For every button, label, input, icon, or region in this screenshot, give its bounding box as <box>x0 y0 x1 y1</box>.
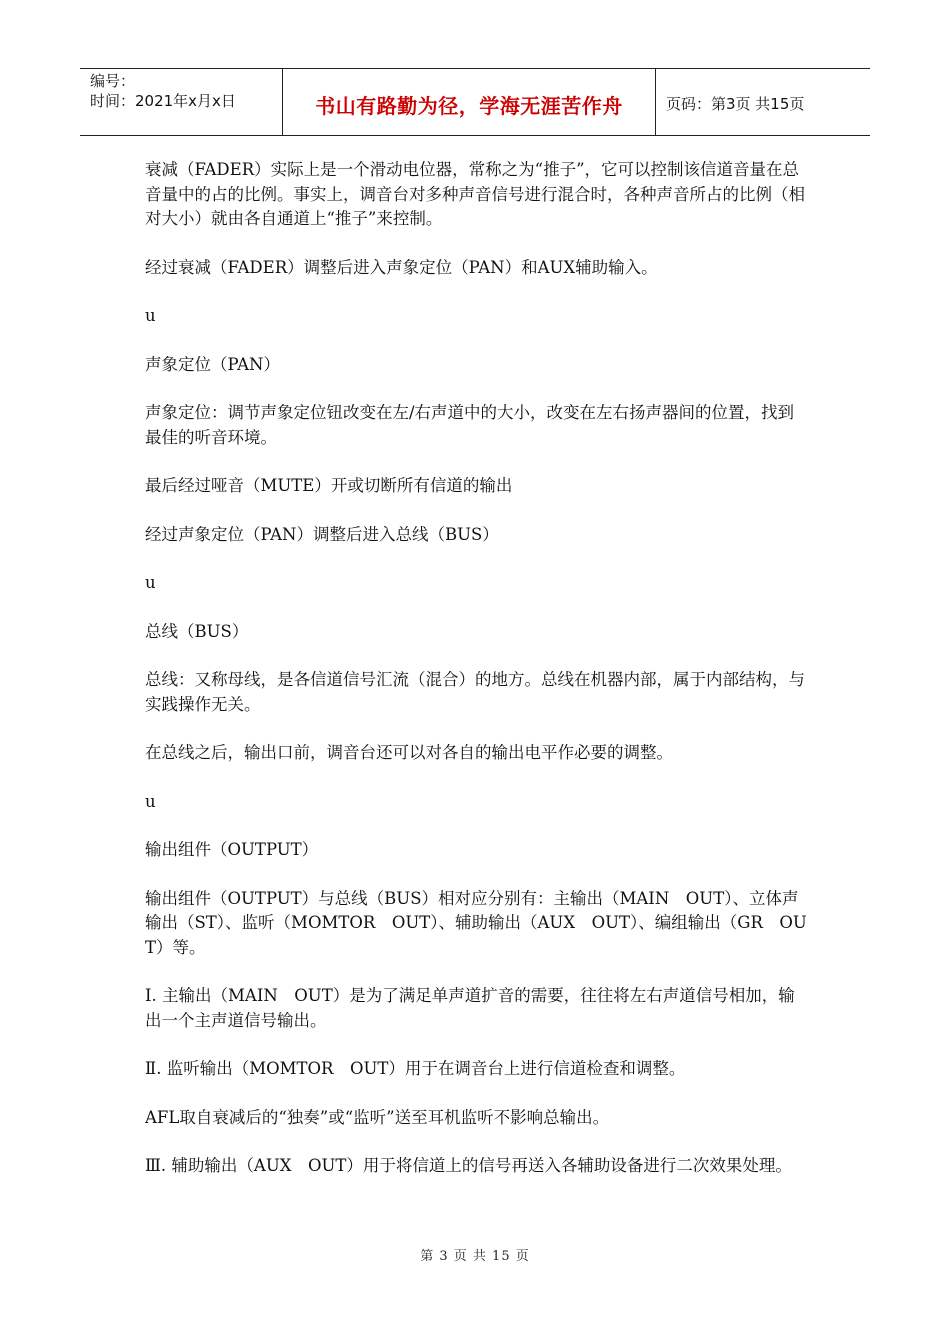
number-label: 编号： <box>90 72 136 90</box>
paragraph-aux-out: Ⅲ. 辅助输出（AUX OUT）用于将信道上的信号再送入各辅助设备进行二次效果处理。 <box>145 1156 792 1175</box>
section-heading-bus: 总线（BUS） <box>145 621 249 641</box>
time-label: 时间：2021年x月x日 <box>90 92 236 110</box>
section-heading-pan: 声象定位（PAN） <box>145 354 280 374</box>
paragraph: 最后经过哑音（MUTE）开或切断所有信道的输出 <box>145 476 513 495</box>
paragraph: 总线：又称母线，是各信道信号汇流（混合）的地方。总线在机器内部，属于内部结构，与实践操作无关。 <box>145 670 805 714</box>
paragraph-afl: AFL取自衰减后的“独奏”或“监听”送至耳机监听不影响总输出。 <box>145 1107 610 1127</box>
page-footer: 第 3 页 共 15 页 <box>420 1249 530 1264</box>
header-info-cell <box>80 69 283 135</box>
paragraph: 经过衰减（FADER）调整后进入声象定位（PAN）和AUX辅助输入。 <box>145 257 658 277</box>
document-body <box>145 158 810 1203</box>
paragraph-monitor-out: Ⅱ. 监听输出（MOMTOR OUT）用于在调音台上进行信道检查和调整。 <box>145 1059 686 1078</box>
bullet-marker: u <box>145 573 156 592</box>
paragraph: 经过声象定位（PAN）调整后进入总线（BUS） <box>145 524 499 544</box>
header-page-label: 页码：第3页 共15页 <box>666 94 805 113</box>
bullet-marker: u <box>145 306 156 325</box>
page-header <box>80 68 870 136</box>
header-motto: 书山有路勤为径，学海无涯苦作舟 <box>283 69 656 135</box>
paragraph-fader: 衰减（FADER）实际上是一个滑动电位器，常称之为“推子”，它可以控制该信道音量在总音量中的占的比例。事实上，调音台对多种声音信号进行混合时，各种声音所占的比例（相对大小）就由各自通道上“推子”来控制。 <box>145 160 805 228</box>
paragraph: 在总线之后，输出口前，调音台还可以对各自的输出电平作必要的调整。 <box>145 743 673 762</box>
paragraph: 输出组件（OUTPUT）与总线（BUS）相对应分别有：主输出（MAIN OUT）、立体声输出（ST）、监听（MOMTOR OUT）、辅助输出（AUX OUT）、编组输出（GR OUT）等。 <box>145 888 807 957</box>
paragraph-main-out: Ⅰ. 主输出（MAIN OUT）是为了满足单声道扩音的需要，往往将左右声道信号相加，输出一个主声道信号输出。 <box>145 986 795 1030</box>
paragraph: 声象定位：调节声象定位钮改变在左/右声道中的大小，改变在左右扬声器间的位置，找到最佳的听音环境。 <box>145 403 795 447</box>
bullet-marker: u <box>145 791 156 811</box>
section-heading-output: 输出组件（OUTPUT） <box>145 840 319 859</box>
